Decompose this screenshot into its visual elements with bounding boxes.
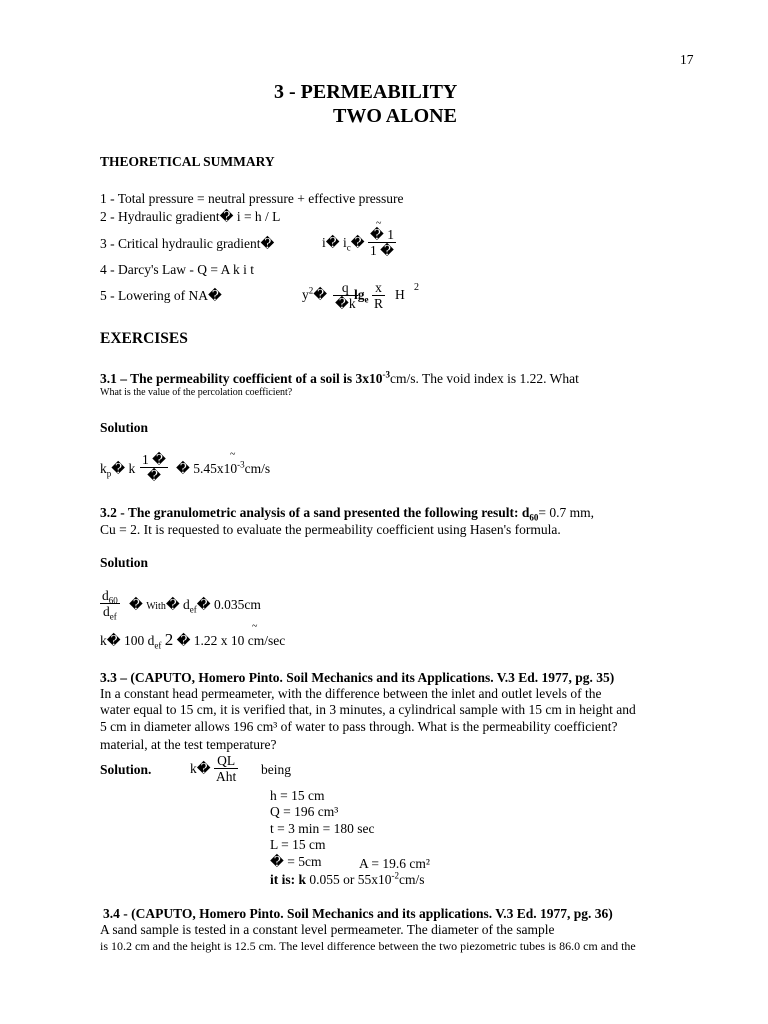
lowering-fraction-x	[372, 280, 385, 311]
exercise-3-4-heading: 3.4 - (CAPUTO, Homero Pinto. Soil Mechanics and its applications. V.3 Ed. 1977, pg. 36)	[103, 906, 613, 921]
exercise-3-3-fraction	[214, 753, 238, 784]
summary-line-5-text: 5 - Lowering of NA	[100, 288, 208, 303]
exercise-3-3-line-1: In a constant head permeameter, with the difference between the inlet and outlet levels of the	[100, 686, 602, 701]
missing-glyph: �	[129, 597, 143, 612]
summary-line-3	[100, 236, 274, 252]
chapter-title: 3 - PERMEABILITY	[274, 81, 458, 103]
given-t: t = 3 min = 180 sec	[270, 821, 375, 836]
exercise-3-4-line-2: is 10.2 cm and the height is 12.5 cm. The level difference between the two piezometric tubes is 86.0 cm and the	[100, 939, 636, 953]
result-value: � 5.45x10	[176, 461, 238, 476]
fraction-numerator	[100, 588, 120, 604]
fraction-numerator: � 1	[370, 227, 394, 242]
page-number: 17	[680, 52, 694, 67]
exponent: -3	[237, 459, 245, 470]
summary-line-2-formula: i = h / L	[233, 209, 281, 224]
fraction-denominator: Aht	[216, 769, 237, 784]
exercise-3-1-statement	[100, 371, 579, 387]
subscript: 60	[108, 595, 118, 606]
critical-gradient-formula	[322, 235, 365, 251]
lowering-lg	[354, 287, 369, 303]
exercise-3-3-heading: 3.3 – (CAPUTO, Homero Pinto. Soil Mechanics and its Applications. V.3 Ed. 1977, pg. 35)	[100, 670, 615, 685]
formula-subscript: c	[346, 242, 351, 253]
exercise-3-2-eq2	[100, 632, 285, 649]
exercise-3-3-solution-label: Solution.	[100, 762, 152, 777]
answer-label: it is: k	[270, 872, 307, 887]
exercise-3-1-solution-label: Solution	[100, 420, 149, 435]
exercise-3-3-line-3: 5 cm in diameter allows 196 cm³ of water to pass through. What is the permeability coefficient?	[100, 719, 618, 734]
symbol-d: d	[102, 588, 109, 603]
exercise-3-1-k	[100, 461, 135, 477]
fraction-denominator: �	[147, 468, 161, 483]
summary-line-5	[100, 288, 222, 304]
exercise-3-1-bold: 3.1 – The permeability coefficient of a soil is 3x10	[100, 371, 383, 386]
exercise-3-2-rest: = 0.7 mm,	[538, 505, 595, 520]
formula-y: y	[302, 287, 309, 302]
exercise-3-1-question: What is the value of the percolation coefficient?	[100, 387, 293, 398]
result-unit: cm/s	[244, 461, 271, 476]
missing-glyph: �	[313, 287, 328, 302]
missing-glyph: �	[260, 236, 275, 251]
lowering-formula-left	[302, 287, 327, 303]
missing-glyph: �	[219, 209, 234, 224]
fraction-numerator: QL	[214, 753, 238, 769]
summary-line-3-text: 3 - Critical hydraulic gradient	[100, 236, 261, 251]
formula-k: k	[100, 461, 107, 476]
summary-line-2-text: 2 - Hydraulic gradient	[100, 209, 220, 224]
exercise-3-3-k: k�	[190, 761, 211, 776]
lowering-formula-h-exponent: 2	[414, 282, 419, 293]
exercise-3-2-eq1	[129, 597, 261, 615]
exponent: -3	[382, 369, 390, 380]
given-diameter: � = 5cm	[270, 854, 322, 869]
exercise-3-3-answer	[270, 872, 425, 888]
missing-glyph: �	[165, 597, 180, 612]
subscript: ef	[189, 604, 197, 615]
tilde-mark: ~	[376, 218, 382, 229]
fraction-denominator: R	[374, 296, 384, 311]
eq2-result: � 1.22 x 10 cm/sec	[176, 633, 286, 648]
tilde-mark: ~	[230, 449, 236, 460]
fraction-numerator: q	[333, 280, 358, 296]
exercise-3-1-result	[176, 461, 270, 477]
formula-subscript: p	[106, 468, 112, 479]
fraction-denominator: 1 �	[370, 243, 394, 258]
fraction-numerator: 1 �	[142, 452, 166, 467]
summary-heading: THEORETICAL SUMMARY	[100, 154, 275, 169]
tilde-mark: ~	[252, 621, 258, 632]
exercise-3-2-statement	[100, 505, 594, 521]
exercise-3-4-line-1: A sand sample is tested in a constant level permeameter. The diameter of the sample	[100, 922, 555, 937]
subscript: ef	[109, 611, 117, 622]
symbol-d: d	[147, 633, 155, 648]
exercise-3-1-fraction	[140, 452, 168, 483]
given-area: A = 19.6 cm²	[359, 856, 430, 871]
missing-glyph: �	[207, 288, 222, 303]
with-label: With	[146, 601, 166, 612]
exercise-3-2-solution-label: Solution	[100, 555, 149, 570]
formula-base: e	[364, 294, 369, 305]
fraction-numerator: x	[372, 280, 385, 296]
symbol-d: d	[183, 597, 190, 612]
exercise-3-1-rest: cm/s. The void index is 1.22. What	[389, 371, 579, 386]
summary-line-4: 4 - Darcy's Law - Q = A k i t	[100, 262, 255, 277]
exercise-3-3-line-4: material, at the test temperature?	[100, 737, 277, 752]
subscript: 60	[529, 512, 539, 523]
being-label: being	[261, 762, 291, 777]
fraction-denominator: �k	[335, 296, 356, 311]
missing-glyph: �	[350, 235, 365, 250]
given-l: L = 15 cm	[270, 837, 326, 852]
exponent: -2	[391, 870, 400, 881]
answer-unit: cm/s	[399, 872, 425, 887]
formula-exponent: 2	[308, 285, 314, 296]
critical-gradient-fraction	[368, 227, 396, 258]
exercise-3-2-bold: 3.2 - The granulometric analysis of a sand presented the following result: d	[100, 505, 530, 520]
symbol-d: d	[103, 604, 110, 619]
exercise-3-2-fraction	[100, 588, 120, 622]
eq2-k: k� 100	[100, 633, 145, 648]
summary-line-2	[100, 209, 280, 225]
lowering-formula-h: H	[395, 287, 405, 302]
exercise-3-2-line-2: Cu = 2. It is requested to evaluate the permeability coefficient using Hasen's formula.	[100, 522, 561, 537]
summary-line-1: 1 - Total pressure = neutral pressure + effective pressure	[100, 191, 404, 206]
fraction-denominator	[100, 604, 120, 622]
answer-value: 0.055 or 55x10	[306, 872, 392, 887]
formula-lg: lg	[354, 287, 365, 302]
exercises-heading: EXERCISES	[100, 330, 188, 347]
subscript: ef	[154, 640, 162, 651]
formula-text: � k	[111, 461, 136, 476]
given-q: Q = 196 cm³	[270, 804, 339, 819]
exponent-two: 2	[164, 630, 174, 649]
given-h: h = 15 cm	[270, 788, 325, 803]
formula-text: i� i	[322, 235, 347, 250]
exercise-3-3-line-2: water equal to 15 cm, it is verified that, in 3 minutes, a cylindrical sample with 15 cm in height and	[100, 702, 636, 717]
eq1-result: � 0.035cm	[196, 597, 261, 612]
chapter-subtitle: TWO ALONE	[333, 105, 457, 127]
